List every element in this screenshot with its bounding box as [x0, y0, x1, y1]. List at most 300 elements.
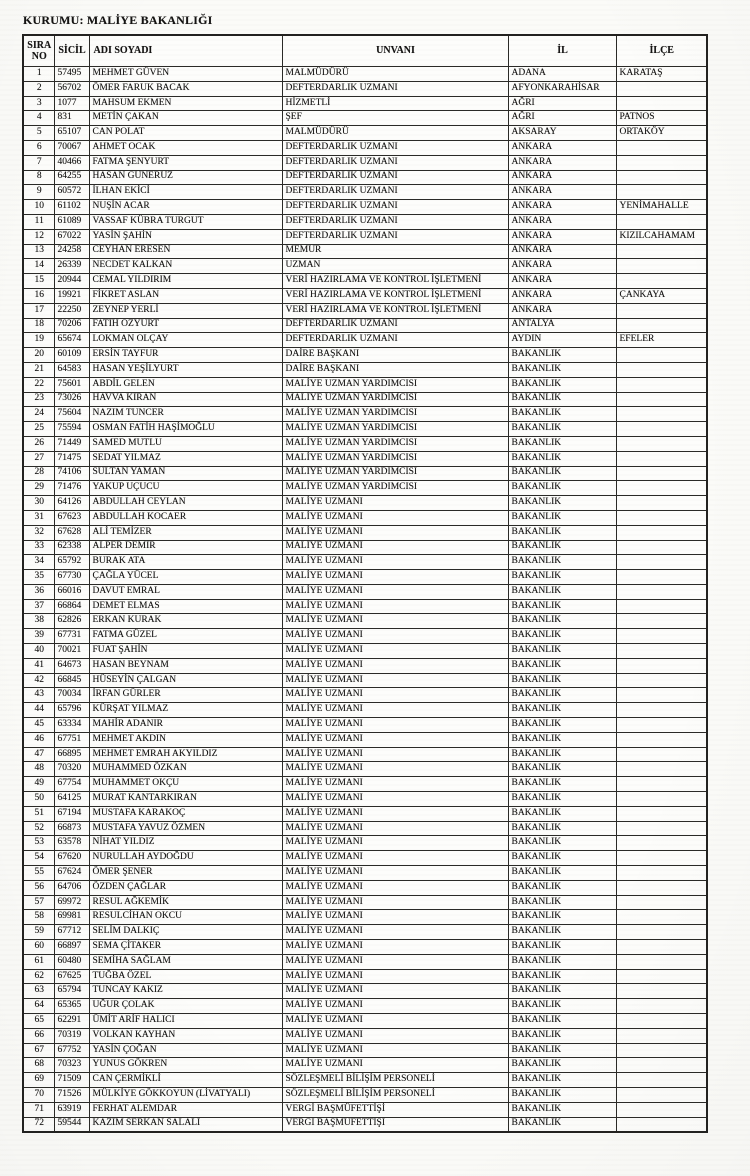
cell-unvani: MALİYE UZMANI — [282, 940, 508, 955]
cell-sicil: 67625 — [54, 969, 89, 984]
cell-il: BAKANLIK — [508, 777, 616, 792]
cell-sicil: 67731 — [54, 629, 89, 644]
cell-adi-soyadi: NECDET KALKAN — [89, 259, 282, 274]
cell-adi-soyadi: İLHAN EKİCİ — [89, 185, 282, 200]
cell-il: ANKARA — [508, 155, 616, 170]
cell-sira-no: 61 — [23, 954, 54, 969]
cell-unvani: MEMUR — [282, 244, 508, 259]
cell-sira-no: 50 — [23, 792, 54, 807]
cell-adi-soyadi: CAN POLAT — [89, 126, 282, 141]
table-row — [23, 422, 707, 437]
cell-ilce — [616, 348, 707, 363]
cell-adi-soyadi: KAZIM SERKAN SALALI — [89, 1117, 282, 1132]
cell-sicil: 67624 — [54, 866, 89, 881]
cell-sicil: 831 — [54, 111, 89, 126]
cell-il: BAKANLIK — [508, 362, 616, 377]
cell-ilce — [616, 1102, 707, 1117]
cell-il: BAKANLIK — [508, 436, 616, 451]
cell-ilce — [616, 140, 707, 155]
cell-unvani: MALİYE UZMANI — [282, 614, 508, 629]
cell-adi-soyadi: HÜSEYİN ÇALGAN — [89, 673, 282, 688]
cell-adi-soyadi: DEMET ELMAS — [89, 599, 282, 614]
cell-il: BAKANLIK — [508, 925, 616, 940]
cell-il: BAKANLIK — [508, 496, 616, 511]
cell-sira-no: 17 — [23, 303, 54, 318]
table-row — [23, 732, 707, 747]
table-row — [23, 481, 707, 496]
cell-unvani: VERİ HAZIRLAMA VE KONTROL İŞLETMENİ — [282, 288, 508, 303]
cell-sicil: 66864 — [54, 599, 89, 614]
cell-sira-no: 58 — [23, 910, 54, 925]
cell-sicil: 62291 — [54, 1014, 89, 1029]
cell-il: BAKANLIK — [508, 851, 616, 866]
cell-sicil: 64583 — [54, 362, 89, 377]
cell-sira-no: 34 — [23, 555, 54, 570]
cell-sira-no: 13 — [23, 244, 54, 259]
cell-unvani: SÖZLEŞMELİ BİLİŞİM PERSONELİ — [282, 1087, 508, 1102]
cell-sicil: 63578 — [54, 836, 89, 851]
cell-unvani: MALİYE UZMAN YARDIMCISI — [282, 377, 508, 392]
table-row — [23, 259, 707, 274]
cell-adi-soyadi: FERHAT ALEMDAR — [89, 1102, 282, 1117]
cell-sicil: 57495 — [54, 67, 89, 82]
cell-sira-no: 44 — [23, 703, 54, 718]
cell-sira-no: 7 — [23, 155, 54, 170]
cell-ilce — [616, 318, 707, 333]
cell-adi-soyadi: ALİ TEMİZER — [89, 525, 282, 540]
cell-unvani: MALİYE UZMANI — [282, 570, 508, 585]
cell-unvani: MALİYE UZMANI — [282, 658, 508, 673]
cell-unvani: DEFTERDARLIK UZMANI — [282, 200, 508, 215]
cell-sicil: 24258 — [54, 244, 89, 259]
cell-sira-no: 33 — [23, 540, 54, 555]
table-row — [23, 658, 707, 673]
cell-ilce — [616, 584, 707, 599]
cell-sira-no: 6 — [23, 140, 54, 155]
cell-unvani: MALİYE UZMAN YARDIMCISI — [282, 422, 508, 437]
cell-ilce — [616, 866, 707, 881]
cell-ilce — [616, 629, 707, 644]
cell-adi-soyadi: MUHAMMED ÖZKAN — [89, 762, 282, 777]
cell-ilce — [616, 407, 707, 422]
cell-sira-no: 46 — [23, 732, 54, 747]
cell-il: BAKANLIK — [508, 644, 616, 659]
cell-ilce — [616, 1117, 707, 1132]
table-row — [23, 747, 707, 762]
cell-unvani: ŞEF — [282, 111, 508, 126]
table-row — [23, 629, 707, 644]
cell-sira-no: 18 — [23, 318, 54, 333]
cell-adi-soyadi: MAHSUM EKMEN — [89, 96, 282, 111]
cell-sira-no: 29 — [23, 481, 54, 496]
table-row — [23, 303, 707, 318]
cell-sira-no: 3 — [23, 96, 54, 111]
table-row — [23, 540, 707, 555]
cell-il: BAKANLIK — [508, 1014, 616, 1029]
cell-adi-soyadi: ERSİN TAYFUR — [89, 348, 282, 363]
table-row — [23, 614, 707, 629]
table-row — [23, 140, 707, 155]
table-row — [23, 584, 707, 599]
cell-unvani: MALİYE UZMANI — [282, 895, 508, 910]
cell-sicil: 70067 — [54, 140, 89, 155]
cell-il: ANKARA — [508, 214, 616, 229]
cell-adi-soyadi: ZEYNEP YERLİ — [89, 303, 282, 318]
cell-sicil: 69972 — [54, 895, 89, 910]
cell-sicil: 75594 — [54, 422, 89, 437]
table-row — [23, 466, 707, 481]
cell-sira-no: 57 — [23, 895, 54, 910]
table-row — [23, 940, 707, 955]
cell-ilce — [616, 496, 707, 511]
cell-sira-no: 37 — [23, 599, 54, 614]
cell-il: ANTALYA — [508, 318, 616, 333]
cell-il: BAKANLIK — [508, 1087, 616, 1102]
cell-unvani: MALİYE UZMANI — [282, 806, 508, 821]
cell-ilce — [616, 954, 707, 969]
cell-sicil: 70034 — [54, 688, 89, 703]
cell-sira-no: 12 — [23, 229, 54, 244]
cell-sira-no: 10 — [23, 200, 54, 215]
cell-sira-no: 42 — [23, 673, 54, 688]
table-row — [23, 1014, 707, 1029]
cell-adi-soyadi: FİKRET ASLAN — [89, 288, 282, 303]
cell-sicil: 75604 — [54, 407, 89, 422]
cell-unvani: MALMÜDÜRÜ — [282, 126, 508, 141]
cell-ilce — [616, 792, 707, 807]
cell-il: BAKANLIK — [508, 732, 616, 747]
cell-unvani: MALİYE UZMANI — [282, 1028, 508, 1043]
cell-unvani: MALİYE UZMANI — [282, 777, 508, 792]
cell-adi-soyadi: ABDULLAH KOCAER — [89, 510, 282, 525]
header-sicil: SİCİL — [54, 35, 89, 67]
cell-unvani: VERGİ BAŞMÜFETTİŞİ — [282, 1102, 508, 1117]
cell-adi-soyadi: HAVVA KIRAN — [89, 392, 282, 407]
table-row — [23, 214, 707, 229]
cell-unvani: MALİYE UZMANI — [282, 836, 508, 851]
cell-sira-no: 48 — [23, 762, 54, 777]
cell-il: BAKANLIK — [508, 525, 616, 540]
table-header-row — [23, 35, 707, 67]
cell-il: BAKANLIK — [508, 880, 616, 895]
cell-adi-soyadi: MEHMET GÜVEN — [89, 67, 282, 82]
cell-sira-no: 14 — [23, 259, 54, 274]
cell-unvani: MALİYE UZMANI — [282, 792, 508, 807]
cell-ilce: KIZILCAHAMAM — [616, 229, 707, 244]
cell-unvani: MALİYE UZMANI — [282, 732, 508, 747]
cell-sira-no: 43 — [23, 688, 54, 703]
cell-unvani: MALİYE UZMANI — [282, 496, 508, 511]
cell-adi-soyadi: İRFAN GÜRLER — [89, 688, 282, 703]
table-body — [23, 67, 707, 1132]
cell-il: AĞRI — [508, 111, 616, 126]
cell-il: BAKANLIK — [508, 910, 616, 925]
page-title: KURUMU: MALİYE BAKANLIĞI — [23, 13, 213, 27]
cell-il: BAKANLIK — [508, 570, 616, 585]
cell-unvani: DEFTERDARLIK UZMANI — [282, 333, 508, 348]
cell-sira-no: 5 — [23, 126, 54, 141]
table-row — [23, 1028, 707, 1043]
cell-ilce — [616, 570, 707, 585]
cell-sira-no: 8 — [23, 170, 54, 185]
cell-sira-no: 65 — [23, 1014, 54, 1029]
cell-ilce — [616, 81, 707, 96]
cell-ilce — [616, 1028, 707, 1043]
table-row — [23, 880, 707, 895]
cell-ilce — [616, 540, 707, 555]
cell-ilce — [616, 1043, 707, 1058]
cell-il: BAKANLIK — [508, 688, 616, 703]
cell-il: ANKARA — [508, 200, 616, 215]
cell-ilce — [616, 510, 707, 525]
cell-sicil: 67628 — [54, 525, 89, 540]
cell-il: ANKARA — [508, 170, 616, 185]
cell-sicil: 65794 — [54, 984, 89, 999]
cell-unvani: DEFTERDARLIK UZMANI — [282, 155, 508, 170]
cell-sicil: 64126 — [54, 496, 89, 511]
cell-ilce — [616, 703, 707, 718]
table-row — [23, 111, 707, 126]
cell-unvani: MALİYE UZMAN YARDIMCISI — [282, 466, 508, 481]
cell-il: BAKANLIK — [508, 1117, 616, 1132]
cell-sira-no: 30 — [23, 496, 54, 511]
cell-adi-soyadi: ÖMER ŞENER — [89, 866, 282, 881]
cell-ilce — [616, 303, 707, 318]
cell-sicil: 66897 — [54, 940, 89, 955]
cell-sicil: 70021 — [54, 644, 89, 659]
table-row — [23, 999, 707, 1014]
cell-sira-no: 2 — [23, 81, 54, 96]
cell-ilce — [616, 392, 707, 407]
cell-sira-no: 9 — [23, 185, 54, 200]
cell-sira-no: 56 — [23, 880, 54, 895]
cell-adi-soyadi: SAMED MUTLU — [89, 436, 282, 451]
cell-adi-soyadi: MUSTAFA YAVUZ ÖZMEN — [89, 821, 282, 836]
cell-sira-no: 54 — [23, 851, 54, 866]
cell-sicil: 65107 — [54, 126, 89, 141]
cell-adi-soyadi: FATİH ÖZYURT — [89, 318, 282, 333]
cell-unvani: MALİYE UZMANI — [282, 747, 508, 762]
cell-unvani: MALİYE UZMANI — [282, 599, 508, 614]
cell-il: BAKANLIK — [508, 1028, 616, 1043]
cell-sicil: 60572 — [54, 185, 89, 200]
cell-sira-no: 41 — [23, 658, 54, 673]
cell-sira-no: 21 — [23, 362, 54, 377]
cell-sira-no: 39 — [23, 629, 54, 644]
cell-sicil: 64255 — [54, 170, 89, 185]
cell-sicil: 63334 — [54, 718, 89, 733]
table-row — [23, 836, 707, 851]
cell-sira-no: 69 — [23, 1073, 54, 1088]
cell-sira-no: 20 — [23, 348, 54, 363]
table-row — [23, 570, 707, 585]
cell-adi-soyadi: MÜLKİYE GÖKKOYUN (LİVATYALI) — [89, 1087, 282, 1102]
cell-sicil: 60109 — [54, 348, 89, 363]
cell-ilce — [616, 984, 707, 999]
cell-sira-no: 28 — [23, 466, 54, 481]
table-row — [23, 244, 707, 259]
cell-adi-soyadi: SELİM DALKIÇ — [89, 925, 282, 940]
cell-unvani: MALİYE UZMANI — [282, 555, 508, 570]
cell-sicil: 66845 — [54, 673, 89, 688]
table-row — [23, 703, 707, 718]
cell-adi-soyadi: YASİN ÇOĞAN — [89, 1043, 282, 1058]
cell-il: BAKANLIK — [508, 407, 616, 422]
cell-il: BAKANLIK — [508, 1058, 616, 1073]
cell-sicil: 67194 — [54, 806, 89, 821]
table-row — [23, 1043, 707, 1058]
cell-il: AFYONKARAHİSAR — [508, 81, 616, 96]
cell-il: ADANA — [508, 67, 616, 82]
cell-ilce: ÇANKAYA — [616, 288, 707, 303]
cell-sicil: 62826 — [54, 614, 89, 629]
cell-unvani: SÖZLEŞMELİ BİLİŞİM PERSONELİ — [282, 1073, 508, 1088]
cell-sicil: 67754 — [54, 777, 89, 792]
cell-unvani: MALİYE UZMAN YARDIMCISI — [282, 451, 508, 466]
cell-il: BAKANLIK — [508, 422, 616, 437]
cell-ilce: KARATAŞ — [616, 67, 707, 82]
cell-adi-soyadi: MEHMET AKDIN — [89, 732, 282, 747]
cell-unvani: MALMÜDÜRÜ — [282, 67, 508, 82]
table-row — [23, 348, 707, 363]
cell-il: ANKARA — [508, 274, 616, 289]
cell-adi-soyadi: AHMET OCAK — [89, 140, 282, 155]
table-row — [23, 229, 707, 244]
cell-sira-no: 25 — [23, 422, 54, 437]
cell-sira-no: 71 — [23, 1102, 54, 1117]
cell-ilce — [616, 644, 707, 659]
header-ilce: İLÇE — [616, 35, 707, 67]
cell-ilce — [616, 895, 707, 910]
cell-sicil: 71475 — [54, 451, 89, 466]
table-row — [23, 126, 707, 141]
table-row — [23, 155, 707, 170]
cell-sicil: 63919 — [54, 1102, 89, 1117]
cell-unvani: MALİYE UZMANI — [282, 1043, 508, 1058]
table-row — [23, 288, 707, 303]
cell-adi-soyadi: MEHMET EMRAH AKYILDIZ — [89, 747, 282, 762]
cell-unvani: MALİYE UZMAN YARDIMCISI — [282, 436, 508, 451]
table-row — [23, 333, 707, 348]
cell-adi-soyadi: ÖMER FARUK BACAK — [89, 81, 282, 96]
cell-sicil: 71526 — [54, 1087, 89, 1102]
cell-sicil: 67730 — [54, 570, 89, 585]
cell-ilce — [616, 1058, 707, 1073]
cell-unvani: MALİYE UZMANI — [282, 673, 508, 688]
cell-sira-no: 66 — [23, 1028, 54, 1043]
cell-sicil: 70319 — [54, 1028, 89, 1043]
cell-unvani: DEFTERDARLIK UZMANI — [282, 185, 508, 200]
cell-il: ANKARA — [508, 259, 616, 274]
cell-ilce — [616, 762, 707, 777]
cell-sira-no: 40 — [23, 644, 54, 659]
cell-adi-soyadi: ERKAN KURAK — [89, 614, 282, 629]
cell-sira-no: 22 — [23, 377, 54, 392]
cell-sicil: 75601 — [54, 377, 89, 392]
cell-il: BAKANLIK — [508, 703, 616, 718]
cell-ilce — [616, 777, 707, 792]
cell-il: BAKANLIK — [508, 673, 616, 688]
cell-il: BAKANLIK — [508, 555, 616, 570]
cell-sira-no: 45 — [23, 718, 54, 733]
cell-il: BAKANLIK — [508, 762, 616, 777]
table-row — [23, 451, 707, 466]
cell-ilce — [616, 969, 707, 984]
cell-sira-no: 23 — [23, 392, 54, 407]
cell-il: BAKANLIK — [508, 806, 616, 821]
table-row — [23, 1087, 707, 1102]
table-row — [23, 525, 707, 540]
cell-adi-soyadi: KÜRŞAT YILMAZ — [89, 703, 282, 718]
cell-sira-no: 35 — [23, 570, 54, 585]
cell-il: BAKANLIK — [508, 984, 616, 999]
cell-unvani: MALİYE UZMANI — [282, 525, 508, 540]
cell-unvani: MALİYE UZMANI — [282, 540, 508, 555]
cell-ilce — [616, 436, 707, 451]
cell-adi-soyadi: CEYHAN ERESEN — [89, 244, 282, 259]
cell-sira-no: 68 — [23, 1058, 54, 1073]
table-row — [23, 555, 707, 570]
cell-unvani: VERİ HAZIRLAMA VE KONTROL İŞLETMENİ — [282, 274, 508, 289]
cell-adi-soyadi: FATMA ŞENYURT — [89, 155, 282, 170]
cell-il: BAKANLIK — [508, 540, 616, 555]
cell-unvani: DEFTERDARLIK UZMANI — [282, 229, 508, 244]
table-row — [23, 599, 707, 614]
cell-sicil: 70206 — [54, 318, 89, 333]
cell-ilce — [616, 466, 707, 481]
cell-sira-no: 47 — [23, 747, 54, 762]
table-row — [23, 821, 707, 836]
table-row — [23, 200, 707, 215]
cell-adi-soyadi: METİN ÇAKAN — [89, 111, 282, 126]
cell-unvani: MALİYE UZMANI — [282, 703, 508, 718]
table-row — [23, 377, 707, 392]
cell-adi-soyadi: NAZIM TUNCER — [89, 407, 282, 422]
cell-unvani: DEFTERDARLIK UZMANI — [282, 140, 508, 155]
cell-sicil: 70323 — [54, 1058, 89, 1073]
table-row — [23, 185, 707, 200]
cell-sira-no: 70 — [23, 1087, 54, 1102]
table-row — [23, 688, 707, 703]
cell-il: BAKANLIK — [508, 821, 616, 836]
cell-il: AYDIN — [508, 333, 616, 348]
cell-adi-soyadi: TUNCAY KAKIZ — [89, 984, 282, 999]
table-row — [23, 318, 707, 333]
cell-unvani: MALİYE UZMAN YARDIMCISI — [282, 407, 508, 422]
cell-adi-soyadi: LOKMAN OLÇAY — [89, 333, 282, 348]
cell-adi-soyadi: BURAK ATA — [89, 555, 282, 570]
cell-il: ANKARA — [508, 140, 616, 155]
cell-sicil: 69981 — [54, 910, 89, 925]
cell-sicil: 71449 — [54, 436, 89, 451]
cell-sira-no: 53 — [23, 836, 54, 851]
cell-ilce — [616, 614, 707, 629]
cell-sicil: 56702 — [54, 81, 89, 96]
cell-ilce — [616, 214, 707, 229]
cell-unvani: MALİYE UZMANI — [282, 629, 508, 644]
cell-adi-soyadi: RESULCİHAN OKCU — [89, 910, 282, 925]
cell-unvani: MALİYE UZMANI — [282, 821, 508, 836]
cell-sira-no: 72 — [23, 1117, 54, 1132]
table-row — [23, 496, 707, 511]
cell-adi-soyadi: SEMA ÇİTAKER — [89, 940, 282, 955]
cell-unvani: MALİYE UZMANI — [282, 954, 508, 969]
cell-sicil: 22250 — [54, 303, 89, 318]
cell-adi-soyadi: FUAT ŞAHİN — [89, 644, 282, 659]
cell-adi-soyadi: VASSAF KÜBRA TURGUT — [89, 214, 282, 229]
cell-adi-soyadi: CAN ÇERMİKLİ — [89, 1073, 282, 1088]
cell-il: BAKANLIK — [508, 999, 616, 1014]
